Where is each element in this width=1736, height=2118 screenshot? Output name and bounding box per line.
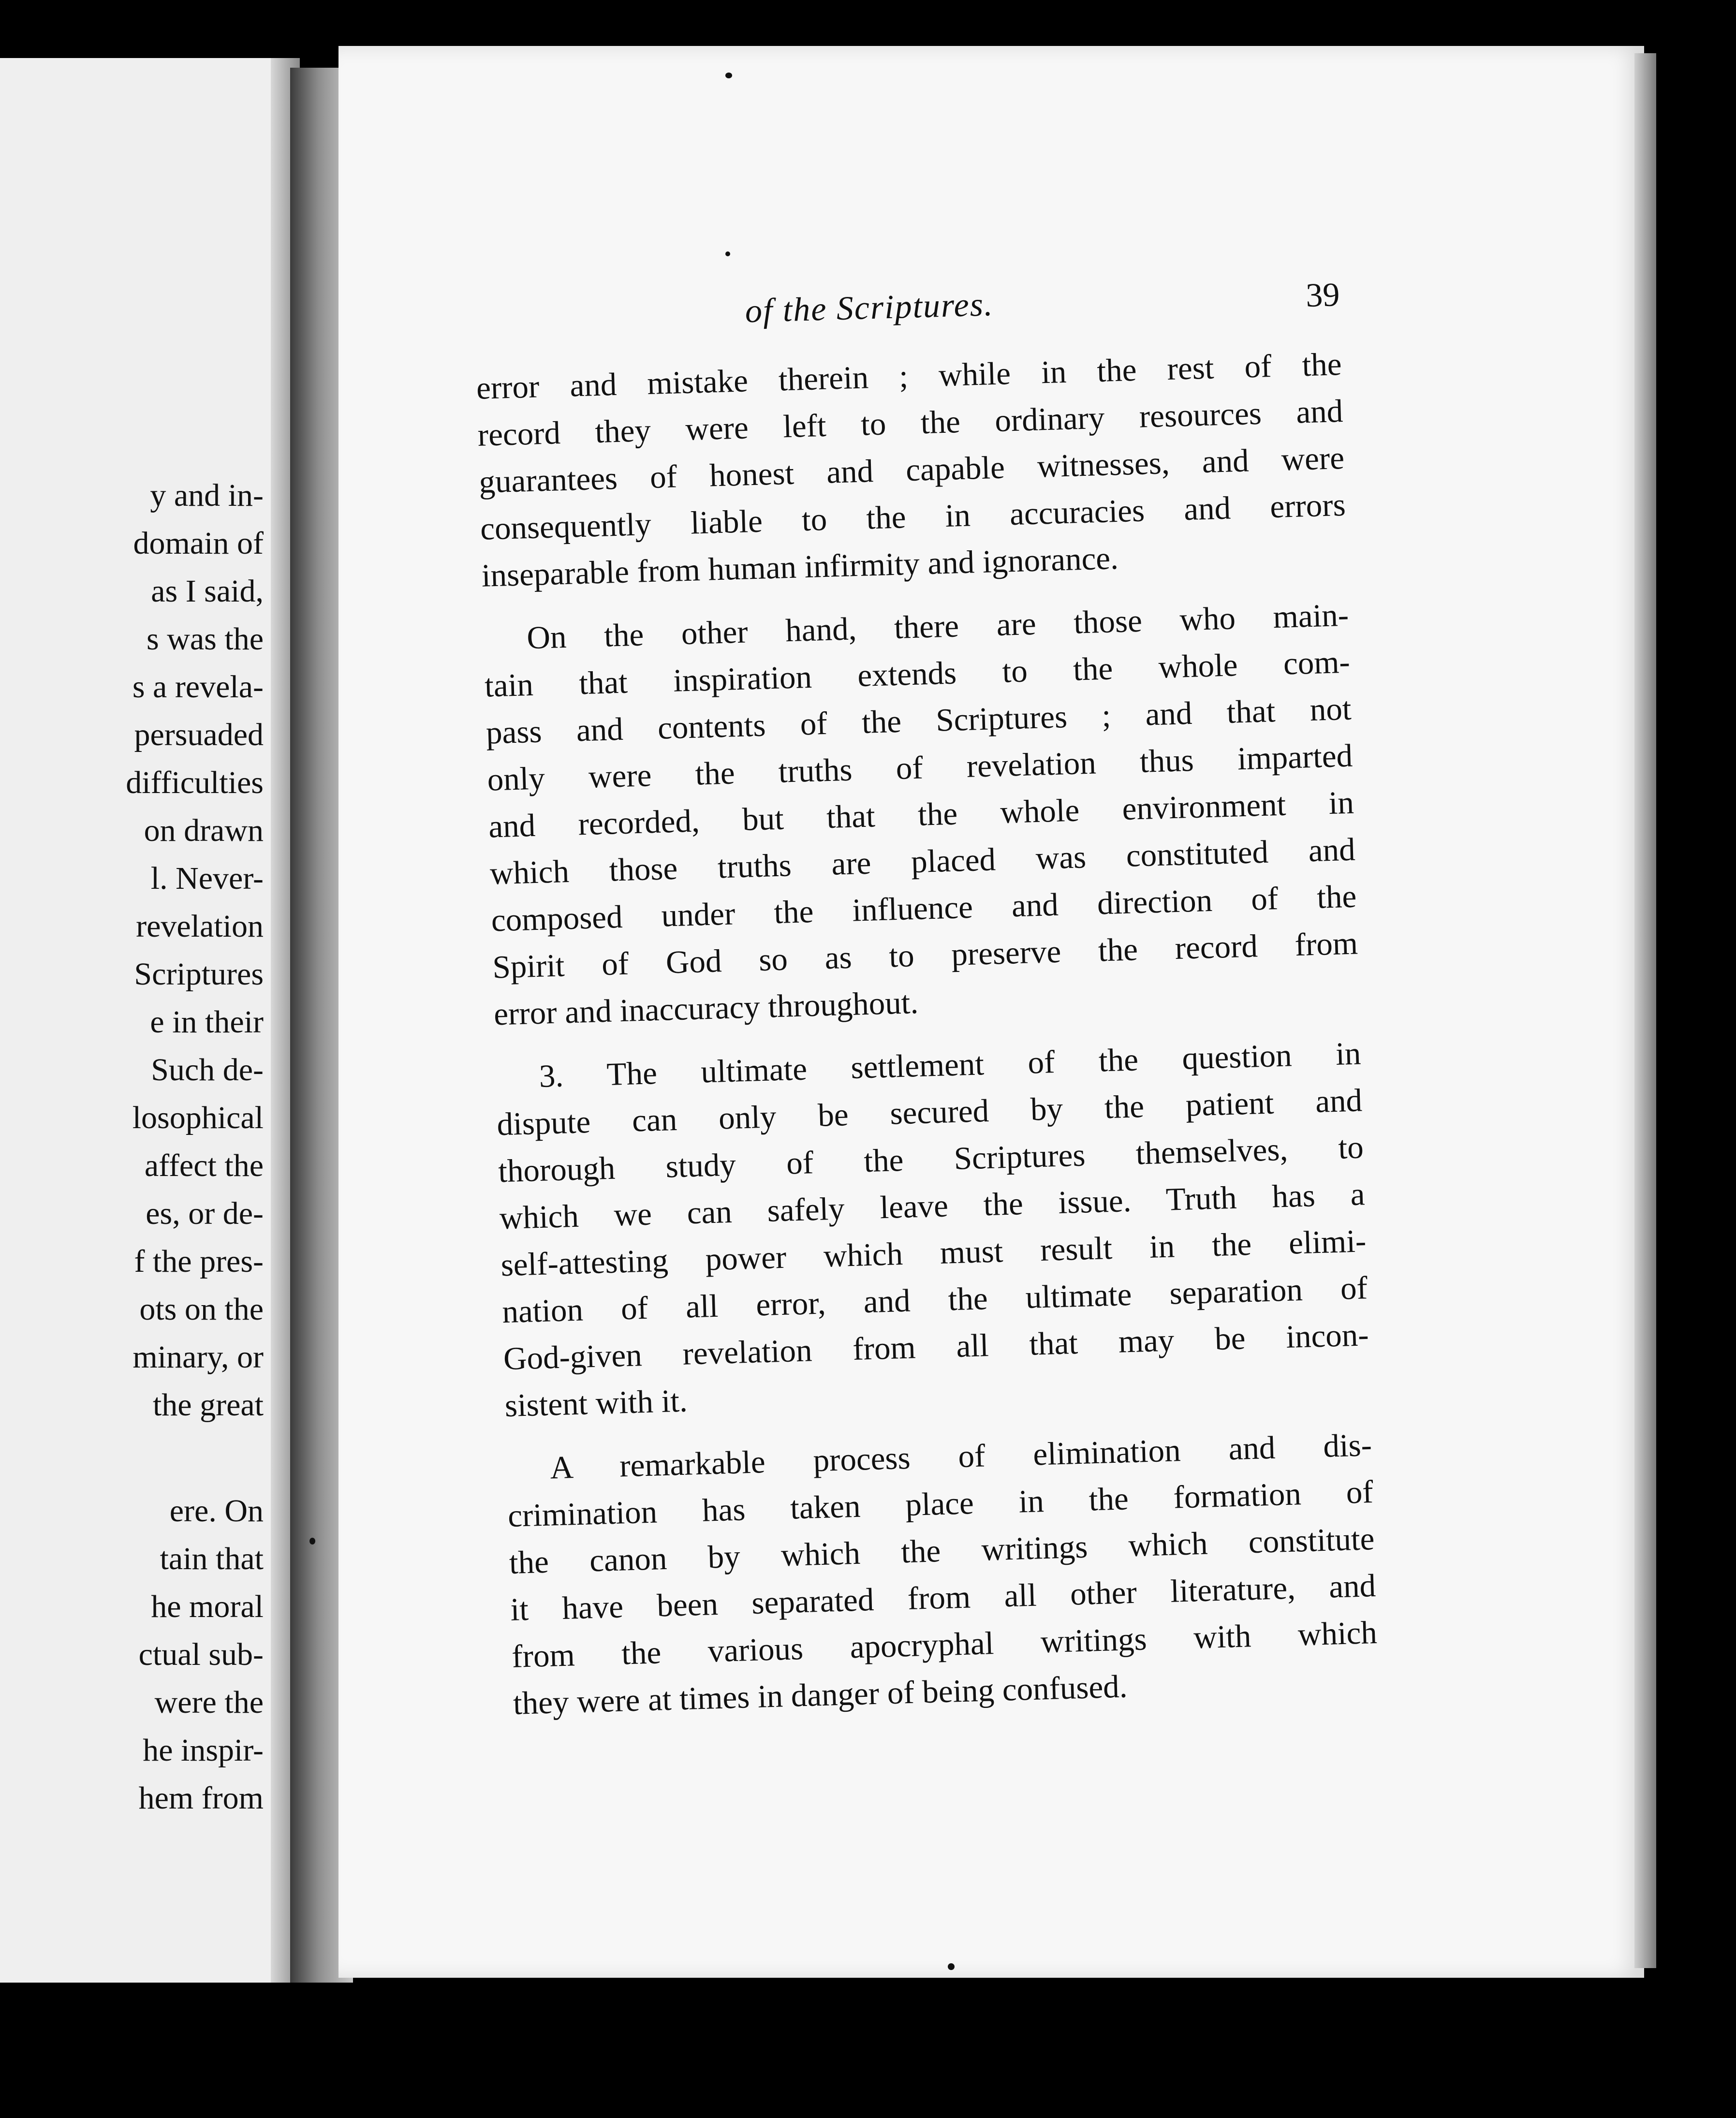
text-line: minary, or xyxy=(132,1339,264,1375)
text-line: affect the xyxy=(144,1148,264,1183)
text-line: God-given revelation from all that may be incon- xyxy=(503,1317,1369,1377)
paragraph xyxy=(483,592,1360,1038)
text-line: s was the xyxy=(147,621,264,657)
text-line: pass and contents of the Scriptures ; and that not xyxy=(485,691,1352,751)
text-line: s a revela- xyxy=(132,669,264,705)
text-line: hem from xyxy=(138,1780,264,1816)
text-line: persuaded xyxy=(134,717,264,752)
scan-speck xyxy=(948,1963,955,1970)
text-line: it have been separated from all other literature, and xyxy=(510,1567,1377,1628)
text-line: y and in- xyxy=(150,478,264,513)
text-line: Spirit of God so as to preserve the record from xyxy=(492,925,1358,985)
text-line: domain of xyxy=(133,526,264,561)
text-line: A remarkable process of elimination and dis- xyxy=(549,1427,1372,1486)
text-line: dispute can only be secured by the patient and xyxy=(496,1082,1363,1143)
text-line: self-attesting power which must result in the elimi- xyxy=(500,1223,1367,1283)
text-line: which those truths are placed was constituted and xyxy=(489,831,1356,892)
text-line: they were at times in danger of being confused. xyxy=(513,1668,1128,1721)
text-line: f the pres- xyxy=(134,1244,264,1279)
text-line: ots on the xyxy=(139,1292,264,1327)
previous-page-text xyxy=(126,471,264,1822)
scan-speck xyxy=(309,1538,315,1544)
paragraph xyxy=(506,1422,1379,1727)
text-line: error and inaccuracy throughout. xyxy=(493,984,919,1032)
text-line: difficulties xyxy=(126,765,264,800)
text-line: es, or de- xyxy=(146,1196,264,1231)
text-line: composed under the influence and direction of the xyxy=(490,878,1357,939)
text-line: crimination has taken place in the formation of xyxy=(507,1474,1374,1534)
text-line: and recorded, but that the whole environment in xyxy=(488,784,1354,845)
previous-page xyxy=(0,58,300,1983)
paragraph xyxy=(476,341,1348,600)
page-edge-shadow xyxy=(1634,53,1656,1968)
text-line: error and mistake therein ; while in the rest of the xyxy=(476,346,1342,406)
text-line: nation of all error, and the ultimate separation of xyxy=(501,1270,1368,1330)
text-line: On the other hand, there are those who main- xyxy=(526,597,1349,656)
scan-speck xyxy=(725,251,730,256)
text-line: l. Never- xyxy=(150,861,264,896)
text-line: tain that xyxy=(160,1541,264,1576)
text-line: losophical xyxy=(132,1100,264,1135)
text-line: guarantees of honest and capable witnesses, and were xyxy=(478,440,1345,500)
text-line: the great xyxy=(152,1387,264,1423)
text-line: inseparable from human infirmity and ignorance. xyxy=(481,540,1119,594)
text-line: 3. The ultimate settlement of the question in xyxy=(538,1035,1362,1094)
text-line: as I said, xyxy=(151,574,264,609)
text-line: were the xyxy=(154,1685,264,1720)
page-number: 39 xyxy=(1305,276,1340,314)
text-line: on drawn xyxy=(144,813,264,848)
text-line: sistent with it. xyxy=(504,1383,688,1424)
running-title: of the Scriptures. xyxy=(744,286,994,330)
text-line: he inspir- xyxy=(143,1733,264,1768)
text-line: Scriptures xyxy=(134,956,264,992)
scan-speck xyxy=(725,73,732,78)
text-line: only were the truths of revelation thus imparted xyxy=(486,737,1353,798)
text-line: ere. On xyxy=(169,1493,264,1529)
text-line: the canon by which the writings which constitute xyxy=(508,1521,1375,1581)
text-line: which we can safely leave the issue. Truth has a xyxy=(499,1176,1366,1236)
text-line: he moral xyxy=(151,1589,264,1624)
text-line: consequently liable to the in accuracies and errors xyxy=(480,486,1346,547)
text-line: revelation xyxy=(136,909,264,944)
text-line: record they were left to the ordinary resources and xyxy=(477,393,1344,453)
text-line: Such de- xyxy=(151,1052,264,1088)
paragraph xyxy=(495,1030,1371,1429)
text-line: from the various apocryphal writings with which xyxy=(511,1614,1378,1675)
text-line: tain that inspiration extends to the whole com- xyxy=(484,644,1351,704)
page-text-block xyxy=(474,276,1380,1744)
text-line: ctual sub- xyxy=(138,1637,264,1672)
text-line: thorough study of the Scriptures themselves, to xyxy=(498,1129,1364,1190)
text-line: e in their xyxy=(150,1004,264,1040)
